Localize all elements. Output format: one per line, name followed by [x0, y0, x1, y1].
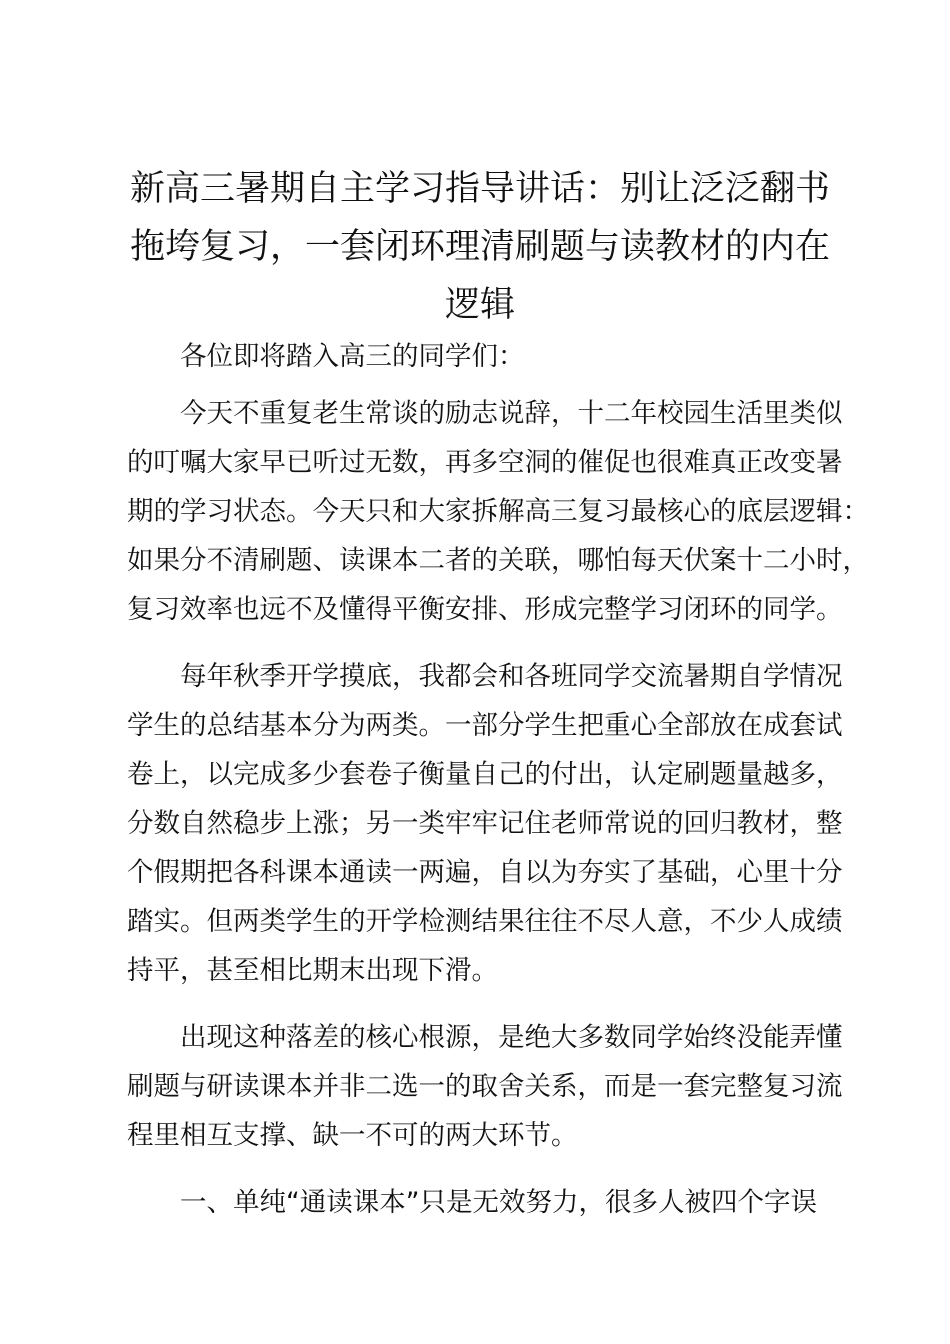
title-line: 逻辑	[444, 285, 515, 325]
paragraph-line: 今天不重复老生常谈的励志说辞，十二年校园生活里类似	[180, 398, 843, 429]
paragraph-1	[127, 389, 869, 634]
paragraph-line: 刷题与研读课本并非二选一的取舍关系，而是一套完整复习流	[127, 1071, 843, 1102]
paragraph-line: 期的学习状态。今天只和大家拆解高三复习最核心的底层逻辑：	[127, 496, 869, 527]
title-line: 新高三暑期自主学习指导讲话：别让泛泛翻书	[129, 169, 830, 209]
paragraph-line: 出现这种落差的核心根源，是绝大多数同学始终没能弄懂	[180, 1022, 843, 1053]
paragraph-spacer	[127, 381, 859, 389]
paragraph-line: 个假期把各科课本通读一两遍，自以为夯实了基础，心里十分	[127, 857, 843, 888]
section-heading: 一、单纯“通读课本”只是无效努力，很多人被四个字误	[180, 1187, 817, 1218]
document-body	[127, 332, 869, 1227]
greeting: 各位即将踏入高三的同学们：	[180, 341, 525, 372]
paragraph-line: 持平，甚至相比期末出现下滑。	[127, 955, 498, 986]
paragraph-line: 每年秋季开学摸底，我都会和各班同学交流暑期自学情况	[180, 661, 843, 692]
paragraph-line: 程里相互支撑、缺一不可的两大环节。	[127, 1120, 578, 1151]
paragraph-line: 复习效率也远不及懂得平衡安排、形成完整学习闭环的同学。	[127, 594, 843, 625]
paragraph-3	[127, 1013, 859, 1160]
paragraph-line: 踏实。但两类学生的开学检测结果往往不尽人意，不少人成绩	[127, 906, 843, 937]
paragraph-spacer	[127, 1160, 859, 1178]
paragraph-spacer	[127, 995, 859, 1013]
paragraph-line: 如果分不清刷题、读课本二者的关联，哪怕每天伏案十二小时，	[127, 545, 869, 576]
paragraph-spacer	[127, 634, 859, 652]
paragraph-2	[127, 652, 859, 995]
paragraph-line: 学生的总结基本分为两类。一部分学生把重心全部放在成套试	[127, 710, 843, 741]
title-line: 拖垮复习，一套闭环理清刷题与读教材的内在	[129, 227, 830, 267]
paragraph-line: 卷上，以完成多少套卷子衡量自己的付出，认定刷题量越多，	[127, 759, 843, 790]
document-title	[124, 160, 836, 334]
paragraph-line: 分数自然稳步上涨；另一类牢牢记住老师常说的回归教材，整	[127, 808, 843, 839]
paragraph-line: 的叮嘱大家早已听过无数，再多空洞的催促也很难真正改变暑	[127, 447, 843, 478]
